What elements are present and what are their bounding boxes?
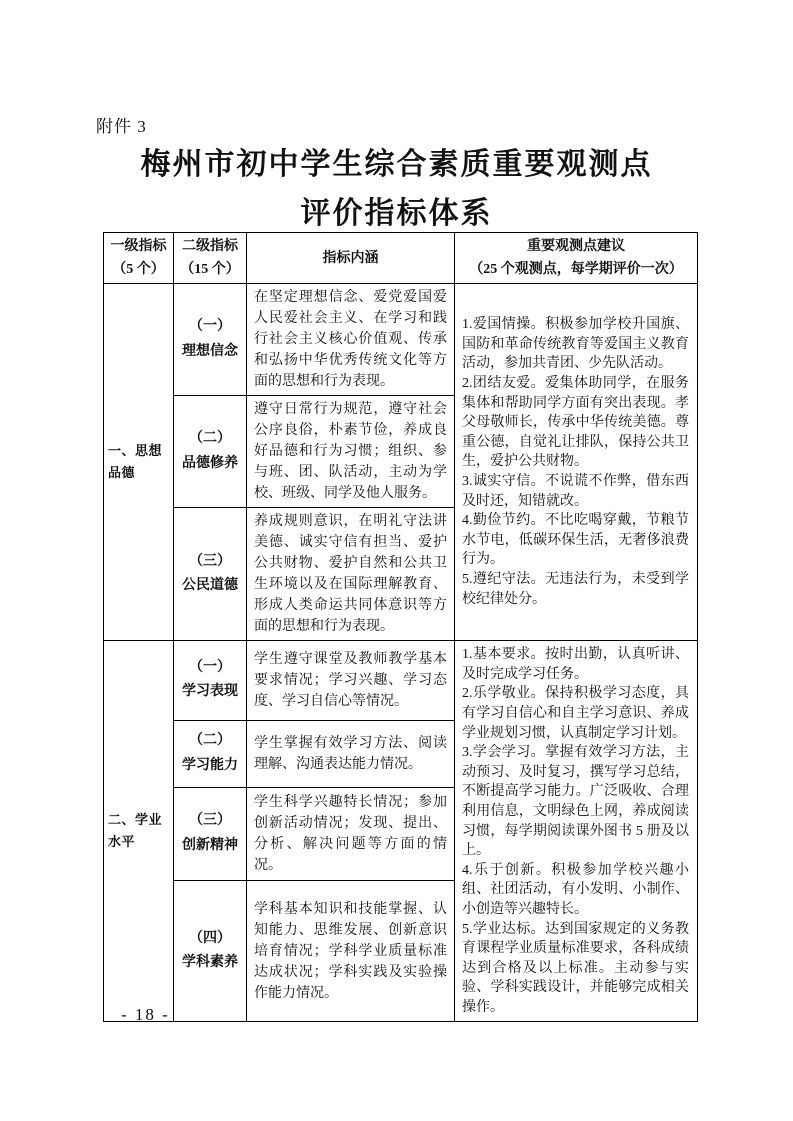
meaning-cell: 学生掌握有效学习方法、阅读理解、沟通表达能力情况。 <box>247 720 455 787</box>
meaning-cell: 学生科学兴趣特长情况；参加创新活动情况；发现、提出、分析、解决问题等方面的情况。 <box>247 787 455 881</box>
level1-cell-academic-level: 二、学业水平 <box>104 641 174 1022</box>
meaning-cell: 遵守日常行为规范，遵守社会公序良俗，朴素节俭，养成良好品德和行为习惯；组织、参与班、团、队活动，主动为学校、班级、同学及他人服务。 <box>247 396 455 508</box>
meaning-cell: 养成规则意识，在明礼守法讲美德、诚实守信有担当、爱护公共财物、爱护自然和公共卫生环境以及在国际理解教育、形成人类命运共同体意识等方面的思想和行为表现。 <box>247 508 455 641</box>
page-number: - 18 - <box>121 1005 170 1024</box>
level2-cell-innovation-spirit: （三） 创新精神 <box>174 787 247 881</box>
observation-item: 3.学会学习。掌握有效学习方法，主动预习、及时复习，撰写学习总结，不断提高学习能力。广泛吸收、合理利用信息，文明绿色上网，养成阅读习惯，每学期阅读课外图书 5 册及以上。 <box>462 745 689 859</box>
document-title-line2: 评价指标体系 <box>300 197 493 230</box>
table-header-row <box>104 233 698 284</box>
document-title <box>0 140 793 238</box>
meaning-cell: 学生遵守课堂及教师教学基本要求情况；学习兴趣、学习态度、学习自信心等情况。 <box>247 641 455 720</box>
table-row <box>104 641 698 720</box>
meaning-cell: 在坚定理想信念、爱党爱国爱人民爱社会主义、在学习和践行社会主义核心价值观、传承和弘扬中华优秀传统文化等方面的思想和行为表现。 <box>247 284 455 396</box>
level2-cell-ideals-beliefs: （一） 理想信念 <box>174 284 247 396</box>
header-observation-suggestions: 重要观测点建议 （25 个观测点，每学期评价一次） <box>455 233 698 284</box>
level2-cell-learning-ability: （二） 学习能力 <box>174 720 247 787</box>
level2-cell-subject-literacy: （四） 学科素养 <box>174 881 247 1022</box>
header-indicator-meaning: 指标内涵 <box>247 233 455 284</box>
level2-cell-learning-performance: （一） 学习表现 <box>174 641 247 720</box>
observation-item: 5.学业达标。达到国家规定的义务教育课程学业质量标准要求，各科成绩达到合格及以上标准。主动参与实验、学科实践设计，并能够完成相关操作。 <box>462 921 689 1015</box>
meaning-cell: 学科基本知识和技能掌握、认知能力、思维发展、创新意识培育情况；学科学业质量标准达成状况；学科实践及实验操作能力情况。 <box>247 881 455 1022</box>
observation-item: 1.爱国情操。积极参加学校升国旗、国防和革命传统教育等爱国主义教育活动，参加共青团、少先队活动。 <box>462 317 689 372</box>
observation-item: 1.基本要求。按时出勤，认真听讲、及时完成学习任务。 <box>462 647 689 682</box>
observation-item: 4.乐于创新。积极参加学校兴趣小组、社团活动，有小发明、小制作、小创造等兴趣特长。 <box>462 862 689 917</box>
document-title-line1: 梅州市初中学生综合素质重要观测点 <box>140 148 653 181</box>
observations-cell-moral <box>455 284 698 641</box>
level2-cell-civic-morality: （三） 公民道德 <box>174 508 247 641</box>
observation-item: 4.勤俭节约。不比吃喝穿戴，节粮节水节电，低碳环保生活，无奢侈浪费行为。 <box>462 513 689 568</box>
observation-item: 5.遵纪守法。无违法行为，未受到学校纪律处分。 <box>462 571 689 607</box>
observations-cell-academic <box>455 641 698 1022</box>
level1-cell-moral-character: 一、思想品德 <box>104 284 174 641</box>
header-level1-indicator: 一级指标 （5 个） <box>104 233 174 284</box>
header-level2-indicator: 二级指标 （15 个） <box>174 233 247 284</box>
attachment-label: 附件 3 <box>96 117 147 136</box>
table-row <box>104 284 698 396</box>
observation-item: 2.团结友爱。爱集体助同学，在服务集体和帮助同学方面有突出表现。孝父母敬师长，传承中华传统美德。尊重公德，自觉礼让排队，保持公共卫生，爱护公共财物。 <box>462 376 689 470</box>
level2-cell-moral-cultivation: （二） 品德修养 <box>174 396 247 508</box>
indicator-table <box>103 232 698 1022</box>
observation-item: 2.乐学敬业。保持积极学习态度，具有学习自信心和自主学习意识、养成学业规划习惯，认真制定学习计划。 <box>462 686 689 741</box>
observation-item: 3.诚实守信。不说谎不作弊，借东西及时还，知错就改。 <box>462 473 689 509</box>
